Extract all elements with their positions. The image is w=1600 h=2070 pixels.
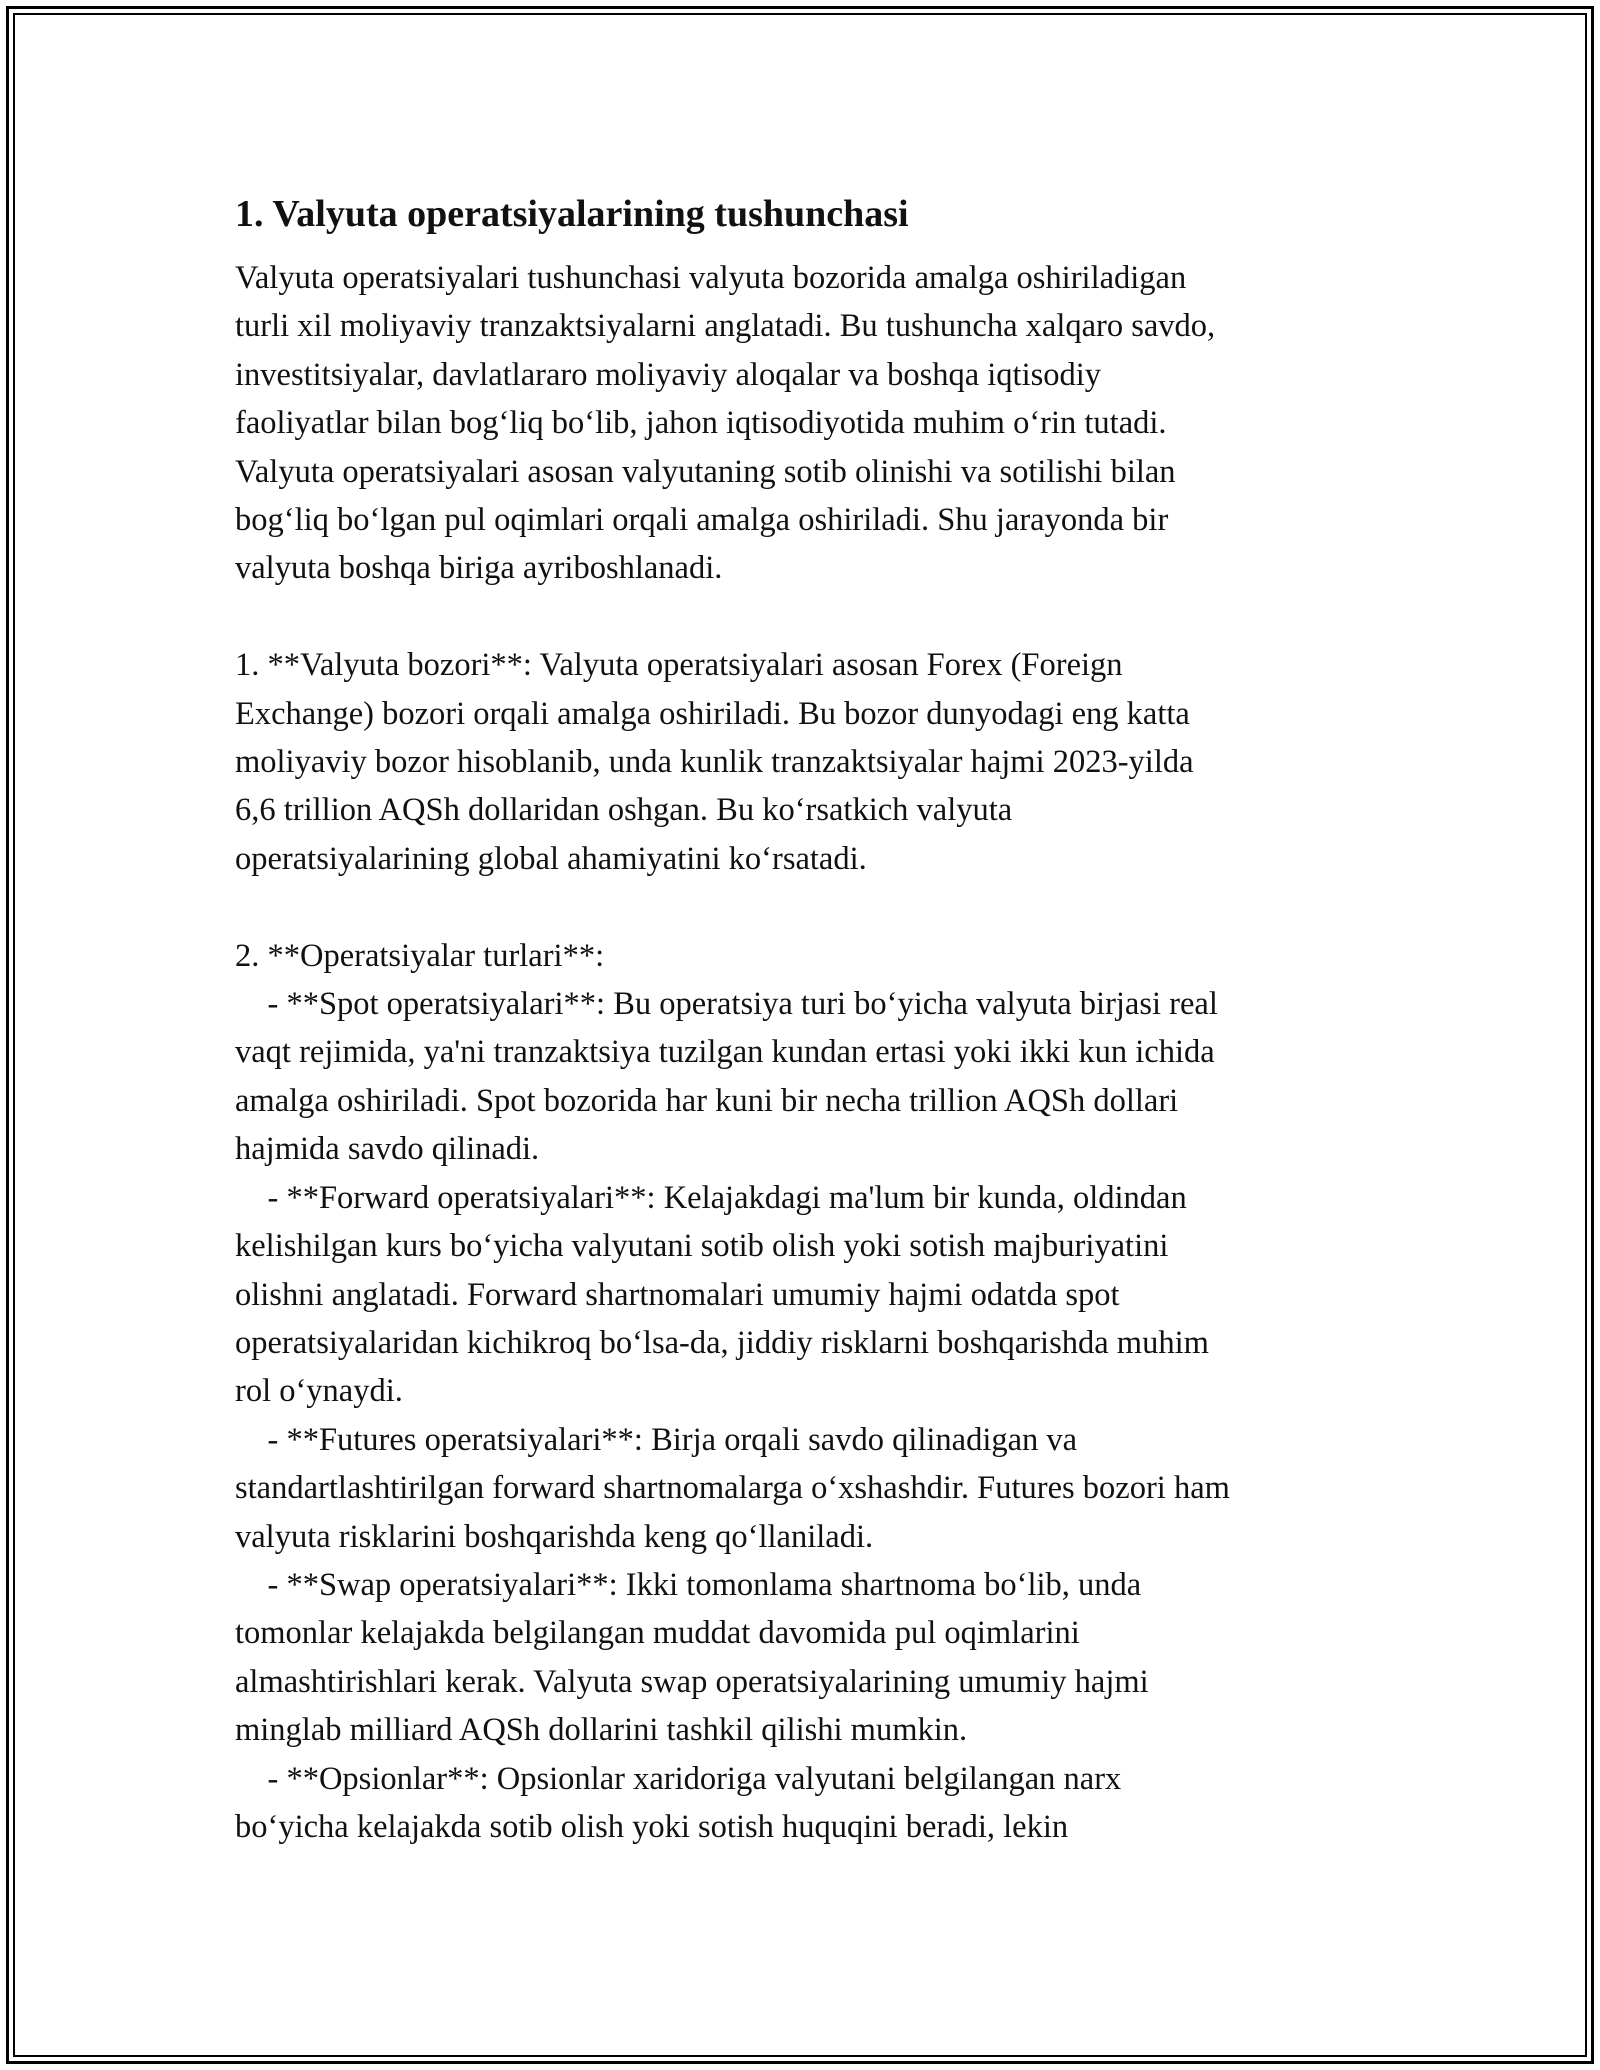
text-line: bo‘yicha kelajakda sotib olish yoki sotish huquqini beradi, lekin <box>235 1808 1069 1845</box>
text-line: faoliyatlar bilan bog‘liq bo‘lib, jahon iqtisodiyotida muhim o‘rin tutadi. <box>235 405 1167 442</box>
text-line: - **Forward operatsiyalari**: Kelajakdagi ma'lum bir kunda, oldindan <box>235 1179 1187 1216</box>
text-line: operatsiyalaridan kichikroq bo‘lsa-da, jiddiy risklarni boshqarishda muhim <box>235 1324 1209 1361</box>
text-line: moliyaviy bozor hisoblanib, unda kunlik tranzaktsiyalar hajmi 2023-yilda <box>235 744 1194 781</box>
text-line: valyuta risklarini boshqarishda keng qo‘llaniladi. <box>235 1518 874 1555</box>
text-line: - **Opsionlar**: Opsionlar xaridoriga valyutani belgilangan narx <box>235 1760 1122 1797</box>
text-line: - **Spot operatsiyalari**: Bu operatsiya turi bo‘yicha valyuta birjasi real <box>235 986 1218 1023</box>
text-line: turli xil moliyaviy tranzaktsiyalarni anglatadi. Bu tushuncha xalqaro savdo, <box>235 308 1216 345</box>
document-page <box>235 186 1375 1851</box>
text-line: 1. **Valyuta bozori**: Valyuta operatsiyalari asosan Forex (Foreign <box>235 647 1123 684</box>
text-line: 2. **Operatsiyalar turlari**: <box>235 937 605 974</box>
text-line: olishni anglatadi. Forward shartnomalari umumiy hajmi odatda spot <box>235 1276 1120 1313</box>
text-line: amalga oshiriladi. Spot bozorida har kuni bir necha trillion AQSh dollari <box>235 1082 1179 1119</box>
text-line: rol o‘ynaydi. <box>235 1373 403 1410</box>
text-line: kelishilgan kurs bo‘yicha valyutani sotib olish yoki sotish majburiyatini <box>235 1228 1169 1265</box>
text-line: bog‘liq bo‘lgan pul oqimlari orqali amalga oshiriladi. Shu jarayonda bir <box>235 502 1169 539</box>
text-line: - **Futures operatsiyalari**: Birja orqali savdo qilinadigan va <box>235 1421 1078 1458</box>
text-line: Valyuta operatsiyalari tushunchasi valyuta bozorida amalga oshiriladigan <box>235 260 1187 296</box>
text-line: - **Swap operatsiyalari**: Ikki tomonlama shartnoma bo‘lib, unda <box>235 1566 1142 1603</box>
text-line: valyuta boshqa biriga ayriboshlanadi. <box>235 550 723 587</box>
text-line: 6,6 trillion AQSh dollaridan oshgan. Bu ko‘rsatkich valyuta <box>235 792 1013 829</box>
text-line: minglab milliard AQSh dollarini tashkil qilishi mumkin. <box>235 1712 968 1749</box>
blank-line <box>235 883 1375 931</box>
text-line: almashtirishlari kerak. Valyuta swap operatsiyalarining umumiy hajmi <box>235 1663 1149 1700</box>
text-line: hajmida savdo qilinadi. <box>235 1131 540 1168</box>
text-line: standartlashtirilgan forward shartnomalarga o‘xshashdir. Futures bozori ham <box>235 1470 1230 1507</box>
blank-line <box>235 593 1375 641</box>
text-line: Valyuta operatsiyalari asosan valyutaning sotib olinishi va sotilishi bilan <box>235 453 1176 490</box>
text-line: Exchange) bozori orqali amalga oshiriladi. Bu bozor dunyodagi eng katta <box>235 695 1190 732</box>
section-heading: 1. Valyuta operatsiyalarining tushunchasi <box>235 193 909 235</box>
text-line: investitsiyalar, davlatlararo moliyaviy aloqalar va boshqa iqtisodiy <box>235 356 1102 393</box>
text-line: tomonlar kelajakda belgilangan muddat davomida pul oqimlarini <box>235 1615 1080 1652</box>
text-line: vaqt rejimida, ya'ni tranzaktsiya tuzilgan kundan ertasi yoki ikki kun ichida <box>235 1034 1215 1071</box>
body-text <box>235 254 1375 1851</box>
text-line: operatsiyalarining global ahamiyatini ko‘rsatadi. <box>235 840 867 877</box>
